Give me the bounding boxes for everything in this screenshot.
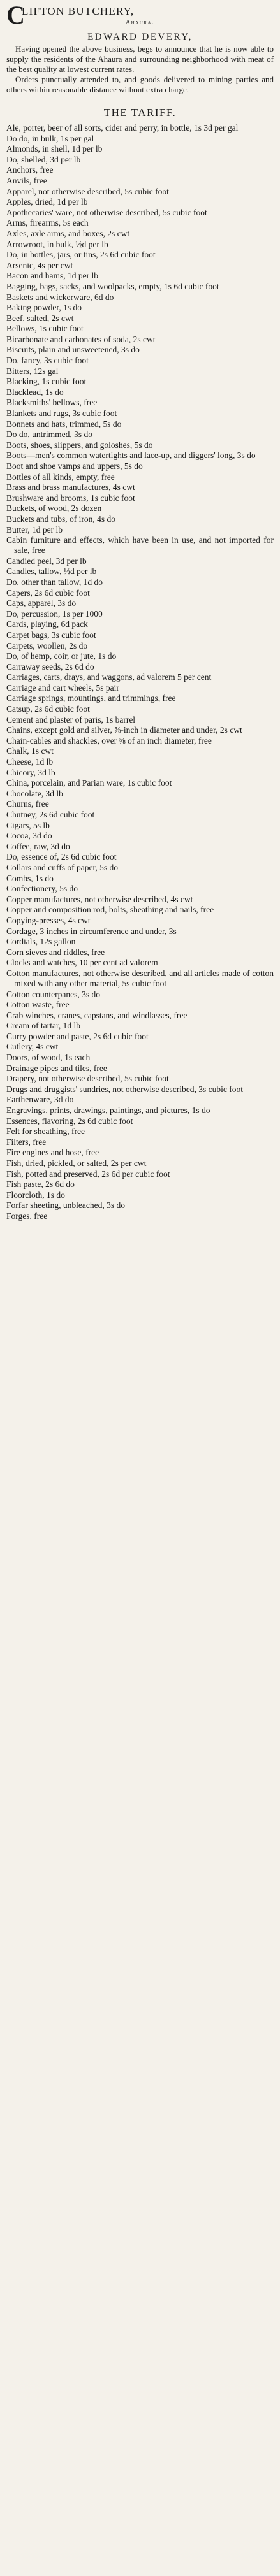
tariff-item: Cream of tartar, 1d lb <box>6 1021 81 1031</box>
tariff-item: Caps, apparel, 3s do <box>6 598 77 608</box>
tariff-item: Chalk, 1s cwt <box>6 746 54 756</box>
tariff-item: Biscuits, plain and unsweetened, 3s do <box>6 345 140 355</box>
tariff-item: Do do, in bulk, 1s per gal <box>6 133 94 143</box>
proprietor-name: EDWARD DEVERY, <box>87 32 193 42</box>
tariff-item: Forges, free <box>6 1211 48 1221</box>
tariff-item: Chain-cables and shackles, over ⅝ of an inch diameter, free <box>6 735 212 745</box>
tariff-item: Candles, tallow, ½d per lb <box>6 566 97 577</box>
tariff-item: Boot and shoe vamps and uppers, 5s do <box>6 461 143 471</box>
drop-cap: C <box>6 1 25 29</box>
tariff-item: Beef, salted, 2s cwt <box>6 313 74 323</box>
tariff-item: Cheese, 1d lb <box>6 757 54 767</box>
tariff-item: Cotton manufactures, not otherwise described, and all articles made of cotton mixed with any other material, 5s cubic foot <box>6 968 274 988</box>
tariff-item: Do do, untrimmed, 3s do <box>6 429 92 440</box>
tariff-item: Fire engines and hose, free <box>6 1148 99 1158</box>
tariff-item: Almonds, in shell, 1d per lb <box>6 144 103 154</box>
tariff-item: Blankets and rugs, 3s cubic foot <box>6 408 117 419</box>
tariff-item: Drainage pipes and tiles, free <box>6 1063 107 1073</box>
tariff-item: Cordials, 12s gallon <box>6 937 76 947</box>
tariff-item: Capers, 2s 6d cubic foot <box>6 587 90 598</box>
tariff-item: Bicarbonate and carbonates of soda, 2s cwt <box>6 334 156 344</box>
tariff-item: Butter, 1d per lb <box>6 524 63 535</box>
tariff-item: Do, percussion, 1s per 1000 <box>6 608 103 619</box>
tariff-item: Chicory, 3d lb <box>6 767 55 777</box>
tariff-item: Catsup, 2s 6d cubic foot <box>6 704 90 714</box>
tariff-item: Engravings, prints, drawings, paintings, and pictures, 1s do <box>6 1105 210 1116</box>
tariff-item: Chains, except gold and silver, ⅝-inch in diameter and under, 2s cwt <box>6 725 242 735</box>
tariff-item: Anchors, free <box>6 165 54 175</box>
tariff-item: Ale, porter, beer of all sorts, cider and perry, in bottle, 1s 3d per gal <box>6 123 239 133</box>
tariff-item: Baking powder, 1s do <box>6 303 82 313</box>
tariff-item: Cigars, 5s lb <box>6 820 50 830</box>
tariff-item: Drapery, not otherwise described, 5s cubic foot <box>6 1074 169 1084</box>
tariff-item: Cabin furniture and effects, which have been in use, and not imported for sale, free <box>6 535 274 556</box>
tariff-item: Baskets and wickerware, 6d do <box>6 292 114 302</box>
tariff-item: Do, shelled, 3d per lb <box>6 154 81 164</box>
notice-paragraph: Orders punctually attended to, and goods delivered to mining parties and others within reasonable distance without extra charge. <box>6 75 274 94</box>
tariff-item: Confectionery, 5s do <box>6 884 78 894</box>
tariff-item: Bellows, 1s cubic foot <box>6 324 84 334</box>
tariff-item: Boots, shoes, slippers, and goloshes, 5s do <box>6 440 153 450</box>
tariff-item: Chutney, 2s 6d cubic foot <box>6 810 95 819</box>
tariff-item: Brass and brass manufactures, 4s cwt <box>6 482 135 493</box>
tariff-item: Carriage springs, mountings, and trimmings, free <box>6 693 176 703</box>
tariff-item: Bottles of all kinds, empty, free <box>6 471 115 482</box>
tariff-item: Essences, flavoring, 2s 6d cubic foot <box>6 1116 133 1126</box>
tariff-item: Apples, dried, 1d per lb <box>6 197 88 207</box>
tariff-item: Buckets, of wood, 2s dozen <box>6 503 102 514</box>
tariff-item: Felt for sheathing, free <box>6 1126 85 1137</box>
tariff-item: Drugs and druggists' sundries, not otherwise described, 3s cubic foot <box>6 1084 243 1094</box>
tariff-item: Cement and plaster of paris, 1s barrel <box>6 714 136 724</box>
tariff-item: Do, other than tallow, 1d do <box>6 577 103 587</box>
tariff-item: Coffee, raw, 3d do <box>6 841 70 851</box>
tariff-item: Crab winches, cranes, capstans, and windlasses, free <box>6 1010 188 1020</box>
tariff-item: Copper and composition rod, bolts, sheathing and nails, free <box>6 905 214 915</box>
business-name: LIFTON BUTCHERY, <box>22 5 135 17</box>
tariff-title: THE TARIFF. <box>103 106 177 119</box>
tariff-item: Cards, playing, 6d pack <box>6 619 88 630</box>
tariff-item: Do, in bottles, jars, or tins, 2s 6d cubic foot <box>6 250 156 260</box>
tariff-item: Do, of hemp, coir, or jute, 1s do <box>6 651 117 661</box>
tariff-item: Cocoa, 3d do <box>6 831 52 841</box>
tariff-item: Apparel, not otherwise described, 5s cubic foot <box>6 186 169 196</box>
tariff-item: Axles, axle arms, and boxes, 2s cwt <box>6 228 130 238</box>
tariff-item: Fish paste, 2s 6d do <box>6 1179 75 1190</box>
tariff-item: Floorcloth, 1s do <box>6 1190 65 1200</box>
tariff-item: Apothecaries' ware, not otherwise described, 5s cubic foot <box>6 207 207 217</box>
tariff-item: Carriage and cart wheels, 5s pair <box>6 682 119 693</box>
tariff-item: Carriages, carts, drays, and waggons, ad valorem 5 per cent <box>6 672 212 682</box>
tariff-item: Bacon and hams, 1d per lb <box>6 271 98 281</box>
tariff-item: Fish, dried, pickled, or salted, 2s per cwt <box>6 1158 147 1168</box>
tariff-item: Cotton waste, free <box>6 1000 70 1010</box>
tariff-item: Blacklead, 1s do <box>6 387 64 397</box>
tariff-item: Do, essence of, 2s 6d cubic foot <box>6 852 117 862</box>
tariff-item: Churns, free <box>6 799 49 809</box>
business-location: Ahaura. <box>125 19 155 26</box>
tariff-item: Cutlery, 4s cwt <box>6 1042 59 1052</box>
tariff-item: Bonnets and hats, trimmed, 5s do <box>6 419 122 429</box>
tariff-item: Arsenic, 4s per cwt <box>6 260 73 270</box>
tariff-item: Forfar sheeting, unbleached, 3s do <box>6 1200 125 1211</box>
tariff-item: Blacksmiths' bellows, free <box>6 398 98 408</box>
tariff-item: Filters, free <box>6 1137 47 1147</box>
tariff-item: Cotton counterpanes, 3s do <box>6 989 100 999</box>
tariff-item: Arrowroot, in bulk, ½d per lb <box>6 239 108 249</box>
tariff-item: Earthenware, 3d do <box>6 1095 74 1105</box>
tariff-item: Blacking, 1s cubic foot <box>6 377 87 387</box>
tariff-item: Cordage, 3 inches in circumference and under, 3s <box>6 926 177 936</box>
tariff-item: Carpets, woollen, 2s do <box>6 640 88 651</box>
tariff-item: Fish, potted and preserved, 2s 6d per cubic foot <box>6 1169 170 1179</box>
tariff-item: Clocks and watches, 10 per cent ad valorem <box>6 958 158 968</box>
business-banner <box>6 1 274 29</box>
tariff-item: Bagging, bags, sacks, and woolpacks, empty, 1s 6d cubic foot <box>6 281 219 291</box>
tariff-item: Anvils, free <box>6 175 47 185</box>
tariff-item: Bitters, 12s gal <box>6 366 59 376</box>
tariff-item: Copper manufactures, not otherwise described, 4s cwt <box>6 894 193 904</box>
tariff-item: Buckets and tubs, of iron, 4s do <box>6 514 115 524</box>
tariff-item: Arms, firearms, 5s each <box>6 218 89 228</box>
tariff-item: Do, fancy, 3s cubic foot <box>6 356 89 366</box>
tariff-item: Combs, 1s do <box>6 873 54 883</box>
tariff-item: Candied peel, 3d per lb <box>6 556 87 566</box>
tariff-item: Copying-presses, 4s cwt <box>6 915 91 925</box>
tariff-item: Boots—men's common watertights and lace-up, and diggers' long, 3s do <box>6 450 256 461</box>
tariff-item: Brushware and brooms, 1s cubic foot <box>6 493 135 503</box>
tariff-item: Carraway seeds, 2s 6d do <box>6 661 94 672</box>
tariff-item: Collars and cuffs of paper, 5s do <box>6 862 119 872</box>
tariff-list <box>6 123 274 1221</box>
tariff-item: Curry powder and paste, 2s 6d cubic foot <box>6 1031 149 1041</box>
tariff-item: Doors, of wood, 1s each <box>6 1053 91 1063</box>
notice-paragraph: Having opened the above business, begs to announce that he is now able to supply the residents of the Ahaura and surrounding neighborhood with meat of the best quality at lowest current rates. <box>6 44 274 74</box>
tariff-item: Corn sieves and riddles, free <box>6 947 105 957</box>
tariff-item: Carpet bags, 3s cubic foot <box>6 630 96 640</box>
tariff-item: Chocolate, 3d lb <box>6 788 63 798</box>
tariff-item: China, porcelain, and Parian ware, 1s cubic foot <box>6 778 172 788</box>
